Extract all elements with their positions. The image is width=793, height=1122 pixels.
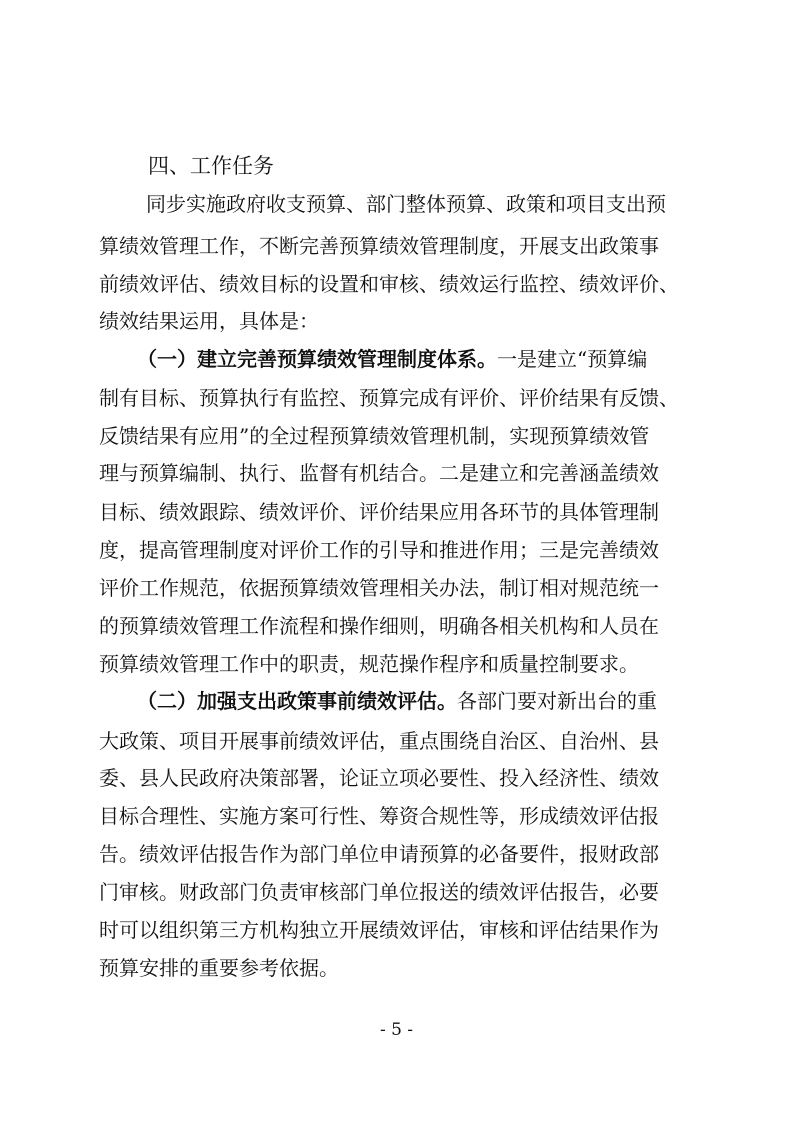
text-line: 门审核。财政部门负责审核部门单位报送的绩效评估报告，必要 <box>99 880 659 904</box>
text-line: 度，提高管理制度对评价工作的引导和推进作用；三是完善绩效 <box>99 538 659 562</box>
paragraph-first-line <box>137 685 657 717</box>
text-line: 委、县人民政府决策部署，论证立项必要性、投入经济性、绩效 <box>99 766 659 790</box>
text-line: 的预算绩效管理工作流程和操作细则，明确各相关机构和人员在 <box>99 614 659 638</box>
item-two-first-line-text: 各部门要对新出台的重 <box>457 689 657 713</box>
text-line: 告。绩效评估报告作为部门单位申请预算的必备要件，报财政部 <box>99 842 659 866</box>
item-one-title: （一）建立完善预算绩效管理制度体系。 <box>137 347 497 371</box>
text-line: 前绩效评估、绩效目标的设置和审核、绩效运行监控、绩效评价、 <box>99 272 679 296</box>
text-line: 反馈结果有应用”的全过程预算绩效管理机制，实现预算绩效管 <box>99 424 650 448</box>
item-two-title: （二）加强支出政策事前绩效评估。 <box>137 689 457 713</box>
text-line: 理与预算编制、执行、监督有机结合。二是建立和完善涵盖绩效 <box>99 461 659 485</box>
text-line: 评价工作规范，依据预算绩效管理相关办法，制订相对规范统一 <box>99 576 659 600</box>
text-line: 制有目标、预算执行有监控、预算完成有评价、评价结果有反馈、 <box>99 386 679 410</box>
paragraph-first-line <box>137 343 647 375</box>
text-line: 预算绩效管理工作中的职责，规范操作程序和质量控制要求。 <box>99 652 639 676</box>
text-line: 预算安排的重要参考依据。 <box>99 956 339 980</box>
page-number: - 5 - <box>379 1020 414 1040</box>
text-line: 同步实施政府收支预算、部门整体预算、政策和项目支出预 <box>146 192 666 216</box>
text-line: 目标、绩效跟踪、绩效评价、评价结果应用各环节的具体管理制 <box>99 500 659 524</box>
text-line: 目标合理性、实施方案可行性、筹资合规性等，形成绩效评估报 <box>99 804 659 828</box>
text-line: 绩效结果运用，具体是： <box>99 309 319 333</box>
text-line: 算绩效管理工作，不断完善预算绩效管理制度，开展支出政策事 <box>99 234 659 258</box>
item-one-first-line-text: 一是建立“预算编 <box>497 347 648 371</box>
text-line: 大政策、项目开展事前绩效评估，重点围绕自治区、自治州、县 <box>99 729 659 753</box>
section-heading: 四、工作任务 <box>148 154 274 178</box>
text-line: 时可以组织第三方机构独立开展绩效评估，审核和评估结果作为 <box>99 918 659 942</box>
